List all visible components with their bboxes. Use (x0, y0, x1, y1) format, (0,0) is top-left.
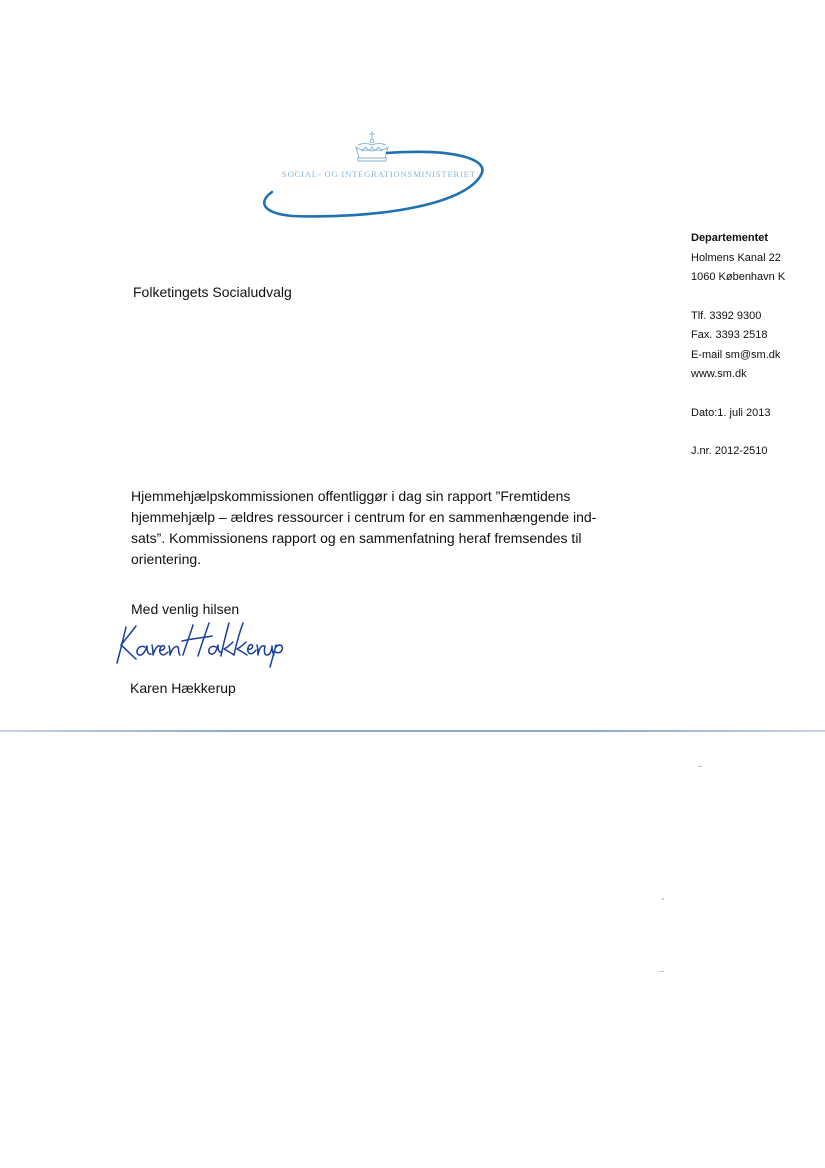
body-line: orientering. (131, 551, 202, 567)
swoosh-line (264, 152, 482, 217)
fax-number: Fax. 3393 2518 (691, 329, 768, 341)
signer-name: Karen Hækkerup (130, 680, 236, 696)
spacer (691, 288, 821, 307)
body-line: sats”. Kommissionens rapport og en sammenfatning heraf fremsendes til (131, 530, 582, 546)
address-street: Holmens Kanal 22 (691, 251, 781, 264)
website: www.sm.dk (691, 368, 747, 380)
scan-speck (698, 766, 702, 767)
crown-icon (356, 131, 388, 161)
email-address: E-mail sm@sm.dk (691, 348, 781, 361)
page-divider (0, 730, 825, 732)
letter-date: Dato:1. juli 2013 (691, 406, 771, 419)
address-city: 1060 København K (691, 271, 786, 283)
scan-speck (662, 898, 664, 900)
letter-body (131, 486, 611, 570)
phone-number: Tlf. 3392 9300 (691, 309, 762, 322)
spacer (691, 423, 821, 442)
closing-salutation: Med venlig hilsen (131, 601, 240, 617)
recipient: Folketingets Socialudvalg (133, 284, 292, 300)
department-name: Departementet (691, 232, 769, 244)
body-line: hjemmehjælp – ældres ressourcer i centrum for en sammenhængende ind- (131, 509, 597, 525)
sender-info (691, 229, 821, 462)
body-line: Hjemmehjælpskommissionen offentliggør i dag sin rapport ”Fremtidens (131, 488, 571, 504)
spacer (691, 385, 821, 404)
ministry-name: SOCIAL- OG INTEGRATIONSMINISTERIET (282, 169, 476, 179)
journal-number: J.nr. 2012-2510 (691, 445, 768, 457)
ministry-logo (252, 128, 492, 228)
scan-speck (659, 971, 664, 972)
handwritten-signature (112, 614, 287, 669)
